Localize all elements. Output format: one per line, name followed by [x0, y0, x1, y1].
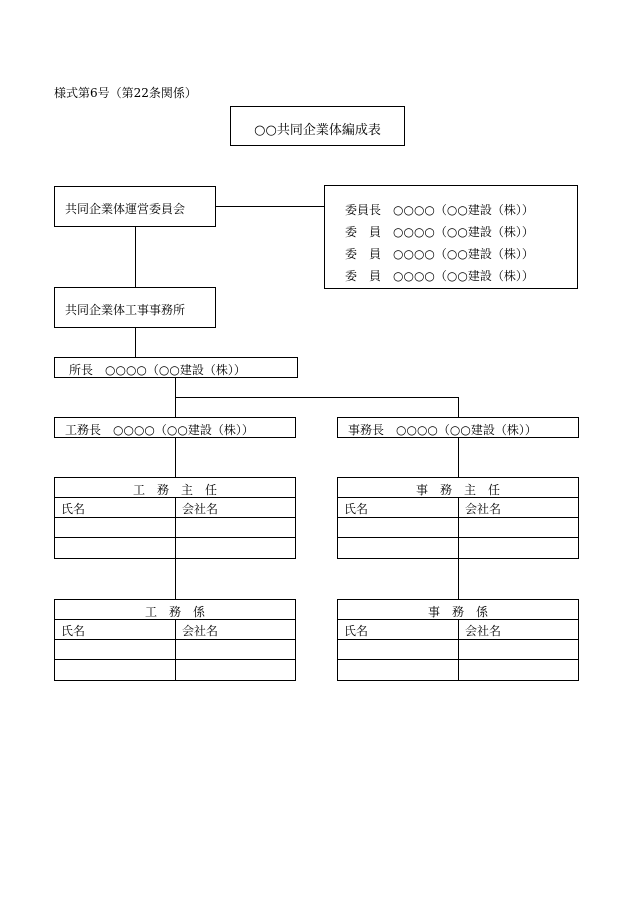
member-row: 委 員 ○○○○（○○建設（株）） — [345, 269, 534, 283]
branch-connector — [175, 397, 458, 398]
admin-supervisor-table — [337, 477, 579, 559]
right-table-connector — [458, 559, 459, 599]
table-title: 事 務 主 任 — [415, 483, 500, 497]
office-director-connector — [135, 328, 136, 357]
director-box — [54, 357, 298, 378]
admin-chief-box — [337, 417, 579, 438]
committee-name: 共同企業体運営委員会 — [65, 202, 186, 216]
form-label: 様式第6号（第22条関係） — [54, 86, 197, 100]
right-head-table-connector — [458, 438, 459, 477]
title-box — [230, 106, 405, 146]
committee-connector — [216, 206, 324, 207]
engineering-supervisor-table — [54, 477, 296, 559]
engineering-chief-label: 工務長 ○○○○（○○建設（株）） — [65, 423, 254, 437]
member-box — [324, 185, 578, 289]
table-header-company: 会社名 — [182, 624, 219, 638]
table-header-name: 氏名 — [344, 502, 369, 516]
office-box — [54, 287, 216, 328]
page-title: ○○共同企業体編成表 — [254, 123, 381, 138]
table-title: 事 務 係 — [427, 605, 488, 619]
director-label: 所長 ○○○○（○○建設（株）） — [69, 363, 246, 377]
left-head-table-connector — [175, 438, 176, 477]
branch-right-connector — [458, 397, 459, 417]
engineering-chief-box — [54, 417, 296, 438]
member-row: 委員長 ○○○○（○○建設（株）） — [345, 203, 534, 217]
member-row: 委 員 ○○○○（○○建設（株）） — [345, 225, 534, 239]
table-title: 工 務 係 — [144, 605, 205, 619]
table-header-company: 会社名 — [465, 624, 502, 638]
admin-chief-label: 事務長 ○○○○（○○建設（株）） — [348, 423, 537, 437]
engineering-staff-table — [54, 599, 296, 681]
table-title: 工 務 主 任 — [132, 483, 217, 497]
committee-office-connector — [135, 227, 136, 287]
admin-staff-table — [337, 599, 579, 681]
table-header-name: 氏名 — [344, 624, 369, 638]
office-name: 共同企業体工事事務所 — [65, 303, 186, 317]
committee-box — [54, 186, 216, 227]
member-row: 委 員 ○○○○（○○建設（株）） — [345, 247, 534, 261]
table-header-company: 会社名 — [465, 502, 502, 516]
table-header-company: 会社名 — [182, 502, 219, 516]
left-table-connector — [175, 559, 176, 599]
table-header-name: 氏名 — [61, 502, 86, 516]
table-header-name: 氏名 — [61, 624, 86, 638]
